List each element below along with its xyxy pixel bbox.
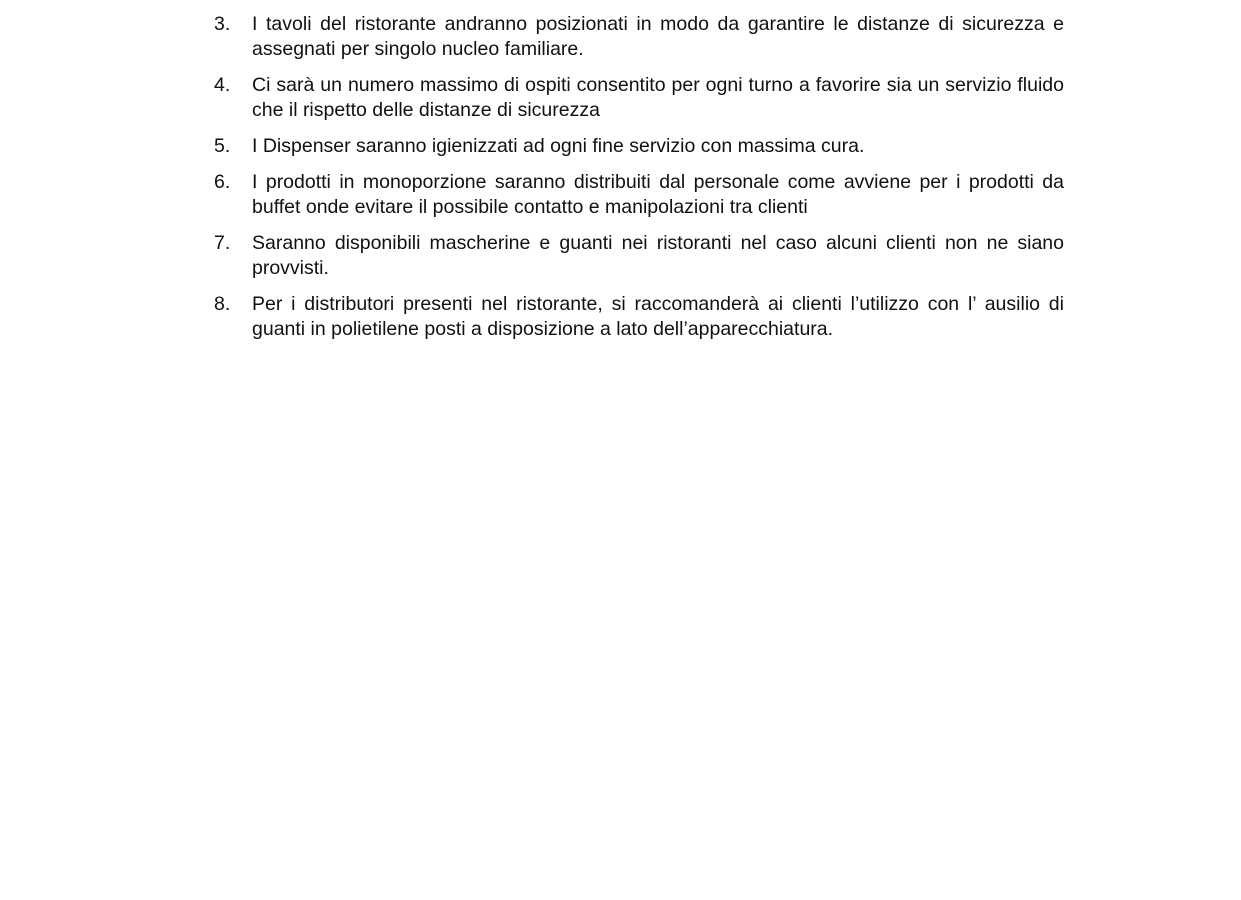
list-item	[214, 292, 1064, 342]
list-item-text: I tavoli del ristorante andranno posizionati in modo da garantire le distanze di sicurezza e assegnati per singolo nucleo familiare.	[252, 13, 1064, 60]
list-item	[214, 12, 1064, 62]
list-item-number: 7.	[214, 232, 231, 254]
list-item-number: 5.	[214, 135, 231, 157]
list-item-number: 3.	[214, 13, 231, 35]
list-item	[214, 134, 1064, 159]
list-item	[214, 170, 1064, 220]
list-item-text: Saranno disponibili mascherine e guanti nei ristoranti nel caso alcuni clienti non ne siano provvisti.	[252, 232, 1064, 279]
numbered-list	[214, 12, 1064, 353]
list-item-text: I prodotti in monoporzione saranno distribuiti dal personale come avviene per i prodotti da buffet onde evitare il possibile contatto e manipolazioni tra clienti	[252, 171, 1064, 218]
list-item-text: Per i distributori presenti nel ristorante, si raccomanderà ai clienti l’utilizzo con l’ ausilio di guanti in polietilene posti a disposizione a lato dell’apparecchiatura.	[252, 293, 1064, 340]
list-item-text: I Dispenser saranno igienizzati ad ogni fine servizio con massima cura.	[252, 135, 865, 157]
list-item-number: 4.	[214, 74, 231, 96]
list-item-text: Ci sarà un numero massimo di ospiti consentito per ogni turno a favorire sia un servizio fluido che il rispetto delle distanze di sicurezza	[252, 74, 1064, 121]
list-item-number: 6.	[214, 171, 231, 193]
list-item	[214, 73, 1064, 123]
list-item	[214, 231, 1064, 281]
list-item-number: 8.	[214, 293, 231, 315]
